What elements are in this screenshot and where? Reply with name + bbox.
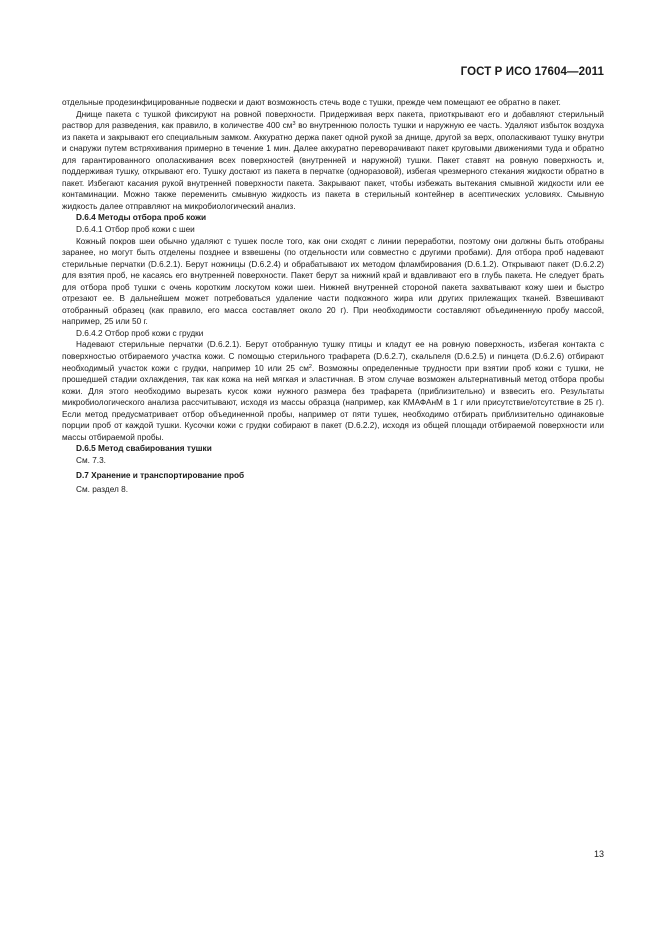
paragraph-reference-section-8: См. раздел 8. — [76, 485, 129, 495]
paragraph-continuation: отдельные продезинфицированные подвески и дают возможность стечь воде с тушки, прежде чем помещают ее обратно в пакет. — [62, 98, 561, 107]
superscript: 2 — [308, 363, 312, 370]
paragraph-reference-7-3: См. 7.3. — [76, 455, 106, 465]
subsection-heading-d642: D.6.4.2 Отбор проб кожи с грудки — [76, 328, 204, 338]
paragraph-neck-skin: Кожный покров шеи обычно удаляют с тушек после того, как они сходят с линии переработки, поэтому они должны быть отобраны заранее, но могут быть отделены позднее и взвешены (по отдельности или совместно с другими пробами). Для отбора проб надевают стерильные перчатки (D.6.2.1). Берут ножницы (D.6.2.4) и обрабатывают их методом фламбирования (D.6.1.2). Открывают пакет (D.6.2.2) для взятия проб, не касаясь его внутренней поверхности. Пакет берут за нижний край и вдавливают его в глубь пакета. Не следует брать для отбора проб тушки с очень коротким лоскутом кожи шеи. Нижней внутренней стороной пакета захватывают кожу шеи и быстро отрезают ее. В дальнейшем может потребоваться удаление части подкожного жира или других прилежащих тканей. Взвешивают отобранный образец (как правило, его масса составляет около 20 г). При необходимости составляют объединенную пробу массой, например, 25 или 50 г. — [62, 236, 604, 327]
section-heading-d65: D.6.5 Метод свабирования тушки — [76, 444, 212, 454]
document-header: ГОСТ Р ИСО 17604—2011 — [460, 66, 604, 78]
paragraph-rinse-procedure: Днище пакета с тушкой фиксируют на ровной поверхности. Придерживая верх пакета, приоткрывают его и добавляют стерильный раствор для разведения, как правило, в количестве 400 $см^3$ во внутреннюю полость тушки и наружную ее часть. Удаляют избыток воздуха из пакета и закрывают его специальным замком. Аккуратно держа пакет одной рукой за днище, другой за верх, ополаскивают тушку внутри и снаружи путем встряхивания примерно в течение 1 мин. Далее аккуратно переворачивают пакет круговыми движениями туда и обратно для гарантированного ополаскивания всех поверхностей (внутренней и наружной) тушки. Пакет ставят на ровную поверхность и, поддерживая тушку, открывают его. Тушку достают из пакета в перчатке (одноразовой), избегая чрезмерного стекания жидкости обратно в пакет. Избегают касания рукой внутренней поверхности пакета. Закрывают пакет, чтобы избежать вытекания смывной жидкости или ее контаминации. Можно также переменить смывную жидкость из пакета в стерильный контейнер в асептических условиях. Смывную жидкость далее отправляют на микробиологический анализ. — [62, 109, 604, 211]
document-body — [62, 97, 604, 496]
section-heading-d64: D.6.4 Методы отбора проб кожи — [76, 213, 207, 223]
paragraph-breast-skin: Надевают стерильные перчатки (D.6.2.1). Берут отобранную тушку птицы и кладут ее на ровную поверхность, избегая контакта с поверхностью отбираемого участка кожи. С помощью стерильного трафарета (D.6.2.7), скальпеля (D.6.2.5) и пинцета (D.6.2.6) отбирают необходимый участок кожи с грудки, например 10 или 25 $см^2$. Возможны определенные трудности при взятии проб кожи с тушки, не прошедшей стадии охлаждения, так как кожа на ней мягкая и эластичная. В этом случае возможен альтернативный метод отбора пробы кожи. Для этого необходимо вырезать кусок кожи нужного размера без трафарета (приблизительно) и взвесить его. Результаты микробиологического анализа рассчитывают, исходя из массы образца (например, как КМАФАнМ в 1 г или присутствие/отсутствие в 25 г). Если метод предусматривает отбор объединенной пробы, например от пяти тушек, необходимо отбирать приблизительно одинаковые порции проб от каждой тушки. Кусочки кожи с грудки собирают в пакет (D.6.2.2), исходя из общей площади отбираемой поверхности или массы отбираемой пробы. — [62, 340, 605, 442]
page-number: 13 — [593, 849, 604, 859]
section-heading-d7: D.7 Хранение и транспортирование проб — [76, 470, 245, 480]
superscript: 3 — [292, 121, 296, 128]
subsection-heading-d641: D.6.4.1 Отбор проб кожи с шеи — [76, 225, 195, 235]
